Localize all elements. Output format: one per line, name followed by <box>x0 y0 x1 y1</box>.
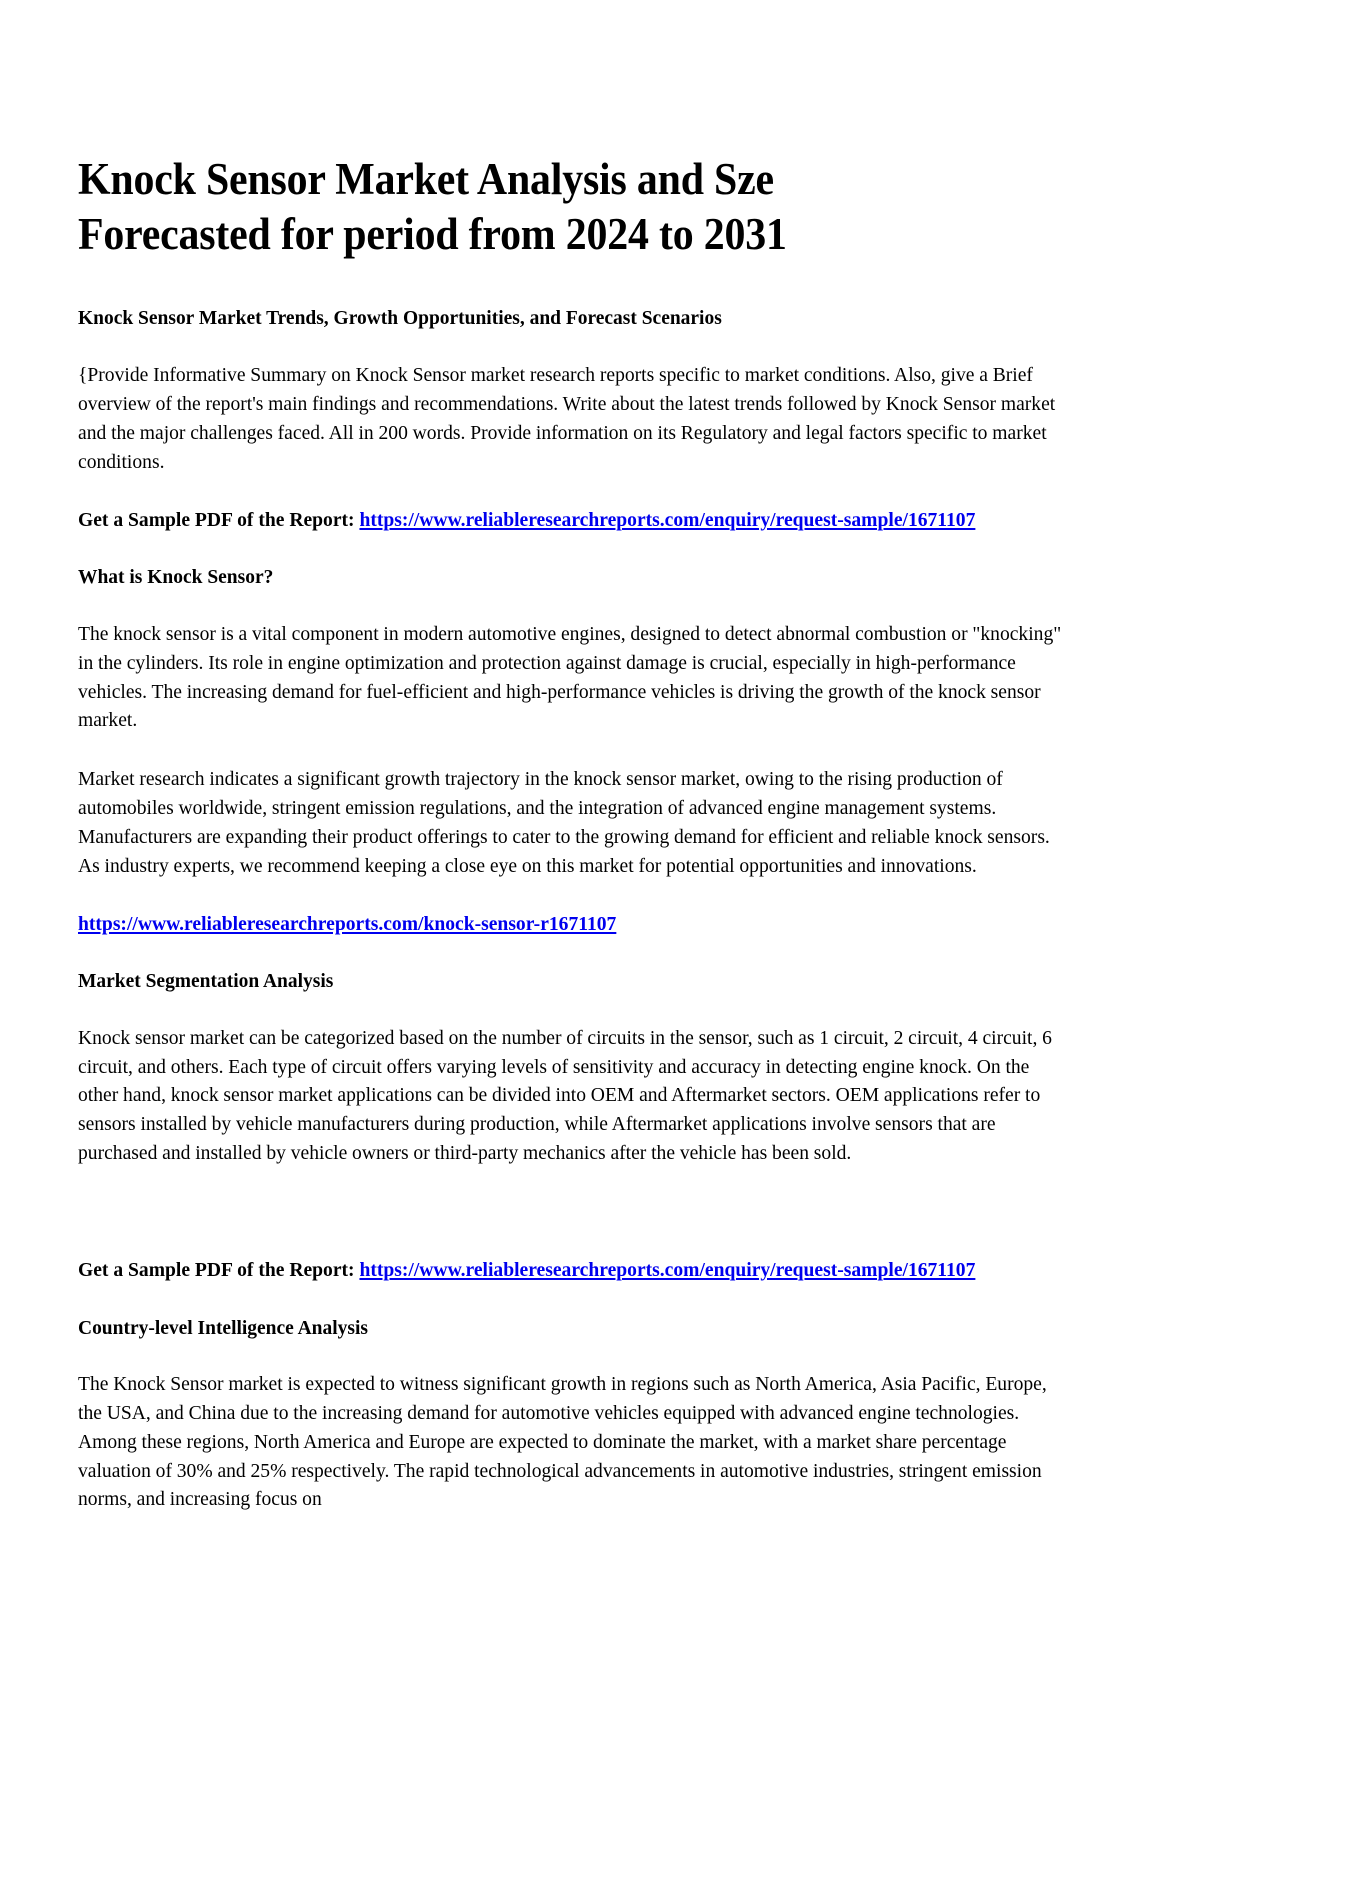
spacer <box>78 735 1033 765</box>
spacer <box>78 939 1033 968</box>
paragraph-country-level-intelligence: The Knock Sensor market is expected to witness significant growth in regions such as North America, Asia Pacific, Europe, the USA, and China due to the increasing demand for automotive vehicles equipped with advanced engine technologies. Among these regions, North America and Europe are expected to dominate the market, with a market share percentage valuation of 30% and 25% respectively. The rapid technological advancements in automotive industries, stringent emission norms, and increasing focus on <box>78 1373 1047 1511</box>
page-title-line-1: Knock Sensor Market Analysis and Sze <box>78 154 774 204</box>
summary-prompt-paragraph: {Provide Informative Summary on Knock Sensor market research reports specific to market conditions. Also, give a Brief overview of the report's main findings and recommendations. Write about the latest trends followed by Knock Sensor market and the major challenges faced. All in 200 words. Provide information on its Regulatory and legal factors specific to market conditions. <box>78 364 1056 473</box>
spacer <box>78 262 1033 305</box>
sample-pdf-line-1 <box>78 506 1066 535</box>
subtitle-heading: Knock Sensor Market Trends, Growth Opportunities, and Forecast Scenarios <box>78 306 722 329</box>
spacer <box>78 995 1033 1024</box>
report-link[interactable]: https://www.reliableresearchreports.com/knock-sensor-r1671107 <box>78 913 617 936</box>
paragraph-market-segmentation: Knock sensor market can be categorized based on the number of circuits in the sensor, such as 1 circuit, 2 circuit, 4 circuit, 6 circuit, and others. Each type of circuit offers varying levels of sensitivity and accuracy in detecting engine knock. On the other hand, knock sensor market applications can be divided into OEM and Aftermarket sectors. OEM applications refer to sensors installed by vehicle manufacturers during production, while Aftermarket applications involve sensors that are purchased and installed by vehicle owners or third-party mechanics after the vehicle has been sold. <box>78 1026 1052 1165</box>
sample-pdf-link[interactable]: https://www.reliableresearchreports.com/enquiry/request-sample/1671107 <box>359 508 976 531</box>
page-title <box>78 152 1082 262</box>
paragraph-what-is-knock-sensor: The knock sensor is a vital component in modern automotive engines, designed to detect abnormal combustion or "knocking" in the cylinders. Its role in engine optimization and protection against damage is crucial, especially in high-performance vehicles. The increasing demand for fuel-efficient and high-performance vehicles is driving the growth of the knock sensor market. <box>78 623 1062 732</box>
sample-pdf-label-2: Get a Sample PDF of the Report: <box>78 1258 355 1281</box>
spacer <box>78 591 1033 620</box>
spacer <box>78 331 1033 361</box>
page-title-line-2: Forecasted for period from 2024 to 2031 <box>78 208 787 259</box>
spacer <box>78 477 1033 506</box>
spacer <box>78 880 1033 910</box>
heading-what-is-knock-sensor: What is Knock Sensor? <box>78 566 274 589</box>
report-url-line <box>78 910 1066 939</box>
paragraph-market-research: Market research indicates a significant growth trajectory in the knock sensor market, owing to the rising production of automobiles worldwide, stringent emission regulations, and the integration of advanced engine management systems. Manufacturers are expanding their product offerings to cater to the growing demand for efficient and reliable knock sensors. As industry experts, we recommend keeping a close eye on this market for potential opportunities and innovations. <box>78 768 1050 877</box>
sample-pdf-label: Get a Sample PDF of the Report: <box>78 508 355 531</box>
spacer <box>78 1285 1033 1315</box>
spacer <box>78 534 1033 564</box>
document-content <box>78 152 1062 1514</box>
heading-market-segmentation: Market Segmentation Analysis <box>78 970 334 993</box>
sample-pdf-link-2[interactable]: https://www.reliableresearchreports.com/enquiry/request-sample/1671107 <box>359 1258 976 1281</box>
heading-country-level-intelligence: Country-level Intelligence Analysis <box>78 1316 368 1339</box>
spacer <box>78 1168 1033 1256</box>
sample-pdf-line-2 <box>78 1256 1066 1285</box>
spacer <box>78 1341 1033 1370</box>
